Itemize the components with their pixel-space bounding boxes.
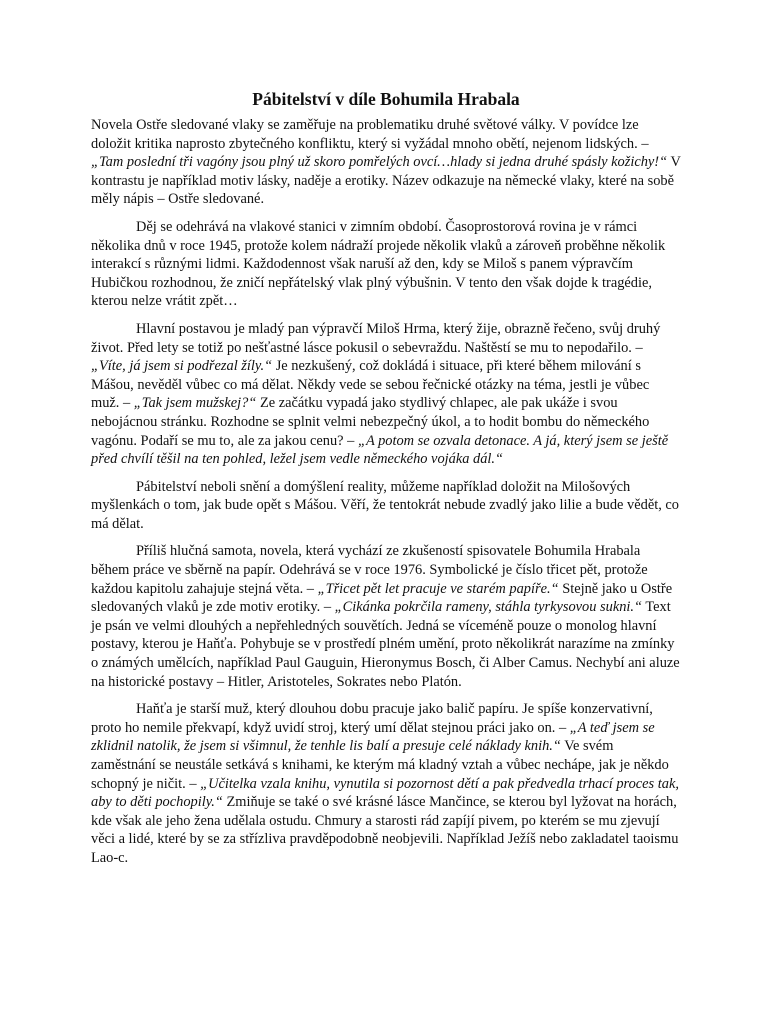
paragraph-5: [91, 542, 681, 691]
quote-segment: „Cikánka pokrčila rameny, stáhla tyrkysovou sukni.“: [334, 599, 643, 616]
text-segment: Stejně jako u Ostře sledovaných vlaků je zde motiv erotiky. –: [91, 580, 673, 616]
document-title: Pábitelství v díle Bohumila Hrabala: [252, 89, 520, 109]
quote-segment: „Víte, já jsem si podřezal žíly.“: [91, 358, 273, 375]
quote-segment: „A potom se ozvala detonace. A já, který jsem se ještě před chvílí těšil na ten pohled, ležel jsem vedle německého vojáka dál.“: [91, 432, 669, 468]
quote-segment: „Tam poslední tři vagóny jsou plný už skoro pomřelých ovcí…hlady si jedna druhé spásly kožichy!“: [91, 154, 668, 171]
text-segment: Text je psán ve velmi dlouhých a nepřehledných souvětích. Jedná se víceméně pouze o monolog hlavní postavy, kterou je Haňťa. Pohybuje se v prostředí plném umění, proto několikrát narazíme na zmínky o známých umělcích, například Paul Gauguin, Hieronymus Bosch, či Alber Camus. Nechybí ani aluze na historické postavy – Hitler, Aristoteles, Sokrates nebo Platón.: [91, 599, 680, 690]
quote-segment: „Učitelka vzala knihu, vynutila si pozornost dětí a pak předvedla trhací proces tak, aby to děti pochopily.“: [91, 775, 679, 811]
text-segment: Ze začátku vypadá jako stydlivý chlapec, ale pak ukáže i svou nebojácnou stránku. Rozhodne se splnit velmi nebezpečný úkol, a to hodit bombu do německého vagónu. Podaří se mu to, ale za jakou cenu? –: [91, 395, 650, 449]
document-page: [91, 88, 681, 877]
text-segment: Hlavní postavou je mladý pan výpravčí Miloš Hrma, který žije, obrazně řečeno, svůj druhý život. Před lety se totiž po nešťastné lásce pokusil o sebevraždu. Naštěstí se mu to nepodařilo. –: [91, 320, 661, 356]
text-segment: V kontrastu je například motiv lásky, naděje a erotiky. Název odkazuje na německé vlaky, které na sobě měly nápis – Ostře sledované.: [91, 154, 681, 208]
text-segment: Je nezkušený, což dokládá i situace, při které během milování s Mášou, nevěděl vůbec co má dělat. Někdy vede se sebou řečnické otázky na téma, jestli je vůbec muž. –: [91, 358, 650, 412]
paragraph-2: [91, 218, 681, 311]
text-segment: Příliš hlučná samota, novela, která vychází ze zkušeností spisovatele Bohumila Hrabala během práce ve sběrně na papír. Odehrává se v roce 1976. Symbolické je číslo třicet pět, protože každou kapitolu zahajuje stejná věta. –: [91, 543, 648, 597]
paragraph-6: [91, 700, 681, 867]
text-segment: Zmiňuje se také o své krásné lásce Mančince, se kterou byl lyžovat na horách, kde však ale jeho žena udělala ostudu. Chmury a starosti rád zapíjí pivem, po kterém se mu zjevují věci a lidé, které by se za střízliva pravděpodobně neobjevili. Například Ježíš nebo zakladatel taoismu Lao-c.: [91, 794, 679, 866]
text-segment: Haňťa je starší muž, který dlouhou dobu pracuje jako balič papíru. Je spíše konzervativní, proto ho nemile překvapí, když uvidí stroj, který umí dělat stejnou práci jako on. –: [91, 701, 653, 736]
text-segment: Pábitelství neboli snění a domýšlení reality, můžeme například doložit na Milošových myšlenkách o tom, jak bude opět s Mášou. Věří, že tentokrát nebude zvadlý jako lilie a bude vědět, co má dělat.: [91, 478, 679, 532]
text-segment: Děj se odehrává na vlakové stanici v zimním období. Časoprostorová rovina je v rámci několika dnů v roce 1945, protože kolem nádraží projede několik vlaků a zároveň proběhne několik interakcí s různými lidmi. Každodennost však naruší až den, kdy se Miloš s panem výpravčím Hubičkou rozhodnou, že zničí nepřátelský vlak plný výbušnin. V tento den však dojde k tragédie, kterou nelze vrátit zpět…: [91, 218, 666, 310]
paragraph-3: [91, 320, 681, 469]
quote-segment: „A teď jsem se zklidnil natolik, že jsem si všimnul, že tenhle lis balí a presuje celé náklady knih.“: [91, 719, 655, 755]
quote-segment: „Třicet pět let pracuje ve starém papíře.“: [317, 580, 559, 597]
text-segment: Novela Ostře sledované vlaky se zaměřuje na problematiku druhé světové války. V povídce lze doložit kritika naprosto zbytečného konfliktu, který si vyžádal mnoho obětí, nejenom lidských. –: [91, 117, 649, 152]
paragraph-4: [91, 478, 681, 534]
quote-segment: „Tak jsem mužskej?“: [133, 395, 257, 412]
text-segment: Ve svém zaměstnání se neustále setkává s knihami, ke kterým má kladný vztah a vůbec nechápe, jak je někdo schopný je ničit. –: [91, 738, 669, 792]
paragraph-1: [91, 116, 681, 209]
